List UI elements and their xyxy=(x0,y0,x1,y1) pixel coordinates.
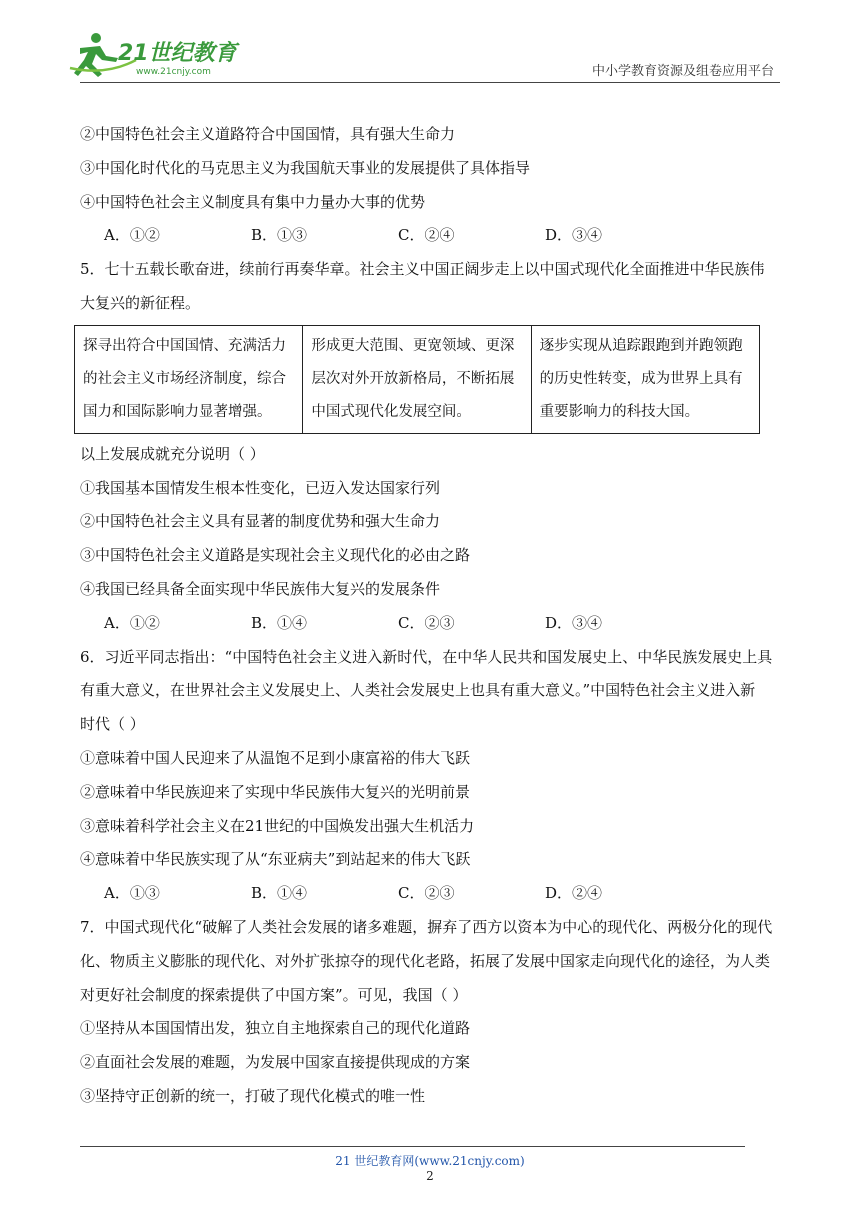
q5-option-d[interactable]: D．③④ xyxy=(545,613,603,632)
q6-item-1: ①意味着中国人民迎来了从温饱不足到小康富裕的伟大飞跃 xyxy=(80,748,471,767)
q6-stem-line-3: 时代（ ） xyxy=(80,715,145,734)
q5-option-c[interactable]: C．②③ xyxy=(398,613,455,632)
q5-question: 以上发展成就充分说明（ ） xyxy=(80,444,265,463)
q6-stem-line-2: 有重大意义，在世界社会主义发展史上、人类社会发展史上也具有重大意义。”中国特色社会主义进入新 xyxy=(80,681,756,700)
q4-option-a[interactable]: A．①② xyxy=(104,226,160,245)
q5-table-cell-3: 逐步实现从追踪跟跑到并跑领跑的历史性转变，成为世界上具有重要影响力的科技大国。 xyxy=(531,325,759,433)
q4-option-c[interactable]: C．②④ xyxy=(398,226,455,245)
footer-site-link[interactable]: 21 世纪教育网(www.21cnjy.com) xyxy=(335,1154,525,1168)
page-number: 2 xyxy=(426,1169,434,1183)
q5-options xyxy=(80,607,780,641)
platform-name: 中小学教育资源及组卷应用平台 xyxy=(591,64,774,79)
q4-item-2: ②中国特色社会主义道路符合中国国情，具有强大生命力 xyxy=(80,125,456,143)
q5-option-b[interactable]: B．①④ xyxy=(251,613,308,632)
q4-item-4: ④中国特色社会主义制度具有集中力量办大事的优势 xyxy=(80,192,426,211)
q6-option-a[interactable]: A．①③ xyxy=(104,884,160,903)
q5-table-cell-1: 探寻出符合中国国情、充满活力的社会主义市场经济制度，综合国力和国际影响力显著增强。 xyxy=(75,325,303,433)
q5-item-2: ②中国特色社会主义具有显著的制度优势和强大生命力 xyxy=(80,512,441,531)
page-header xyxy=(0,0,860,86)
logo-text: 21世纪教育 xyxy=(118,41,237,66)
q6-option-c[interactable]: C．②③ xyxy=(398,884,455,903)
logo-21cnjy xyxy=(66,30,266,80)
q5-item-3: ③中国特色社会主义道路是实现社会主义现代化的必由之路 xyxy=(80,546,471,565)
q7-item-1: ①坚持从本国国情出发，独立自主地探索自己的现代化道路 xyxy=(80,1019,471,1038)
q6-item-3: ③意味着科学社会主义在21世纪的中国焕发出强大生机活力 xyxy=(80,816,475,835)
page-content xyxy=(80,118,780,1114)
q5-item-4: ④我国已经具备全面实现中华民族伟大复兴的发展条件 xyxy=(80,579,441,598)
q6-option-d[interactable]: D．②④ xyxy=(545,884,603,903)
q7-item-2: ②直面社会发展的难题，为发展中国家直接提供现成的方案 xyxy=(80,1053,471,1072)
header-divider xyxy=(80,82,780,83)
q4-option-b[interactable]: B．①③ xyxy=(251,226,308,245)
q6-option-b[interactable]: B．①④ xyxy=(251,884,308,903)
q5-stem-line-2: 大复兴的新征程。 xyxy=(80,293,201,312)
q4-option-d[interactable]: D．③④ xyxy=(545,226,603,245)
q7-stem-line-1: 7．中国式现代化“破解了人类社会发展的诸多难题，摒弃了西方以资本为中心的现代化、两极分化的现代 xyxy=(80,917,773,936)
q7-item-3: ③坚持守正创新的统一，打破了现代化模式的唯一性 xyxy=(80,1086,426,1105)
footer-divider xyxy=(80,1146,745,1147)
q7-stem-line-2: 化、物质主义膨胀的现代化、对外扩张掠夺的现代化老路，拓展了发展中国家走向现代化的途径，为人类 xyxy=(80,951,771,970)
q5-option-a[interactable]: A．①② xyxy=(104,613,160,632)
q4-item-3: ③中国化时代化的马克思主义为我国航天事业的发展提供了具体指导 xyxy=(80,158,531,177)
q6-options xyxy=(80,877,780,911)
logo-url: www.21cnjy.com xyxy=(136,67,211,77)
q4-options xyxy=(80,219,780,253)
q5-achievements-table xyxy=(74,325,760,434)
q6-stem-line-1: 6．习近平同志指出：“中国特色社会主义进入新时代，在中华人民共和国发展史上、中华民族发展史上具 xyxy=(80,647,773,666)
q5-item-1: ①我国基本国情发生根本性变化，已迈入发达国家行列 xyxy=(80,478,441,497)
q7-stem-line-3: 对更好社会制度的探索提供了中国方案”。可见，我国（ ） xyxy=(80,985,468,1004)
q6-item-2: ②意味着中华民族迎来了实现中华民族伟大复兴的光明前景 xyxy=(80,782,471,801)
q5-stem-line-1: 5．七十五载长歌奋进，续前行再奏华章。社会主义中国正阔步走上以中国式现代化全面推进中华民族伟 xyxy=(80,260,765,279)
q6-item-4: ④意味着中华民族实现了从“东亚病夫”到站起来的伟大飞跃 xyxy=(80,850,471,869)
q5-table-cell-2: 形成更大范围、更宽领域、更深层次对外开放新格局，不断拓展中国式现代化发展空间。 xyxy=(303,325,531,433)
